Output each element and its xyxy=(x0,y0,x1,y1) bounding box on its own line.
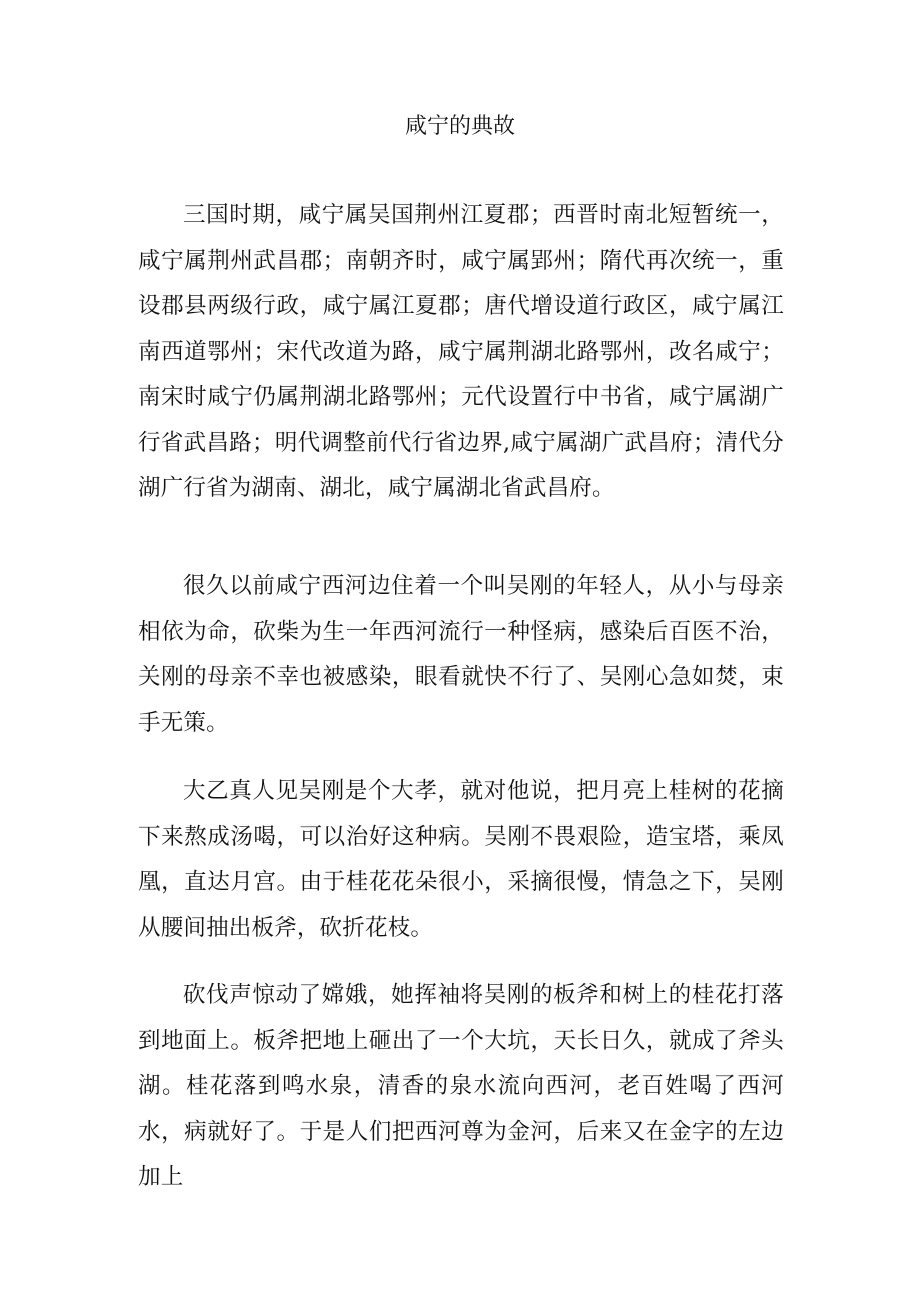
document-title: 咸宁的典故 xyxy=(404,114,515,139)
paragraph-change-and-lake: 砍伐声惊动了嫦娥，她挥袖将吴刚的板斧和树上的桂花打落到地面上。板斧把地上砸出了一个大坑，天长日久，就成了斧头湖。桂花落到鸣水泉，清香的泉水流向西河，老百姓喝了西河水，病就好了。于是人们把西河尊为金河，后来又在金字的左边加上 xyxy=(138,982,784,1190)
paragraph-osmanthus-moon: 大乙真人见吴刚是个大孝，就对他说，把月亮上桂树的花摘下来熬成汤喝，可以治好这种病。吴刚不畏艰险，造宝塔，乘凤凰，直达月宫。由于桂花花朵很小，采摘很慢，情急之下，吴刚从腰间抽出板斧，砍折花枝。 xyxy=(138,778,784,941)
paragraph-history: 三国时期，咸宁属吴国荆州江夏郡；西晋时南北短暂统一，咸宁属荆州武昌郡；南朝齐时，咸宁属郢州；隋代再次统一，重设郡县两级行政，咸宁属江夏郡；唐代增设道行政区，咸宁属江南西道鄂州；宋代改道为路，咸宁属荆湖北路鄂州，改名咸宁；南宋时咸宁仍属荆湖北路鄂州；元代设置行中书省，咸宁属湖广行省武昌路；明代调整前代行省边界,咸宁属湖广武昌府；清代分湖广行省为湖南、湖北，咸宁属湖北省武昌府。 xyxy=(138,202,784,501)
paragraph-wugang-story: 很久以前咸宁西河边住着一个叫吴刚的年轻人，从小与母亲相依为命，砍柴为生一年西河流行一种怪病，感染后百医不治，关刚的母亲不幸也被感染，眼看就快不行了、吴刚心急如焚，束手无策。 xyxy=(138,573,784,736)
